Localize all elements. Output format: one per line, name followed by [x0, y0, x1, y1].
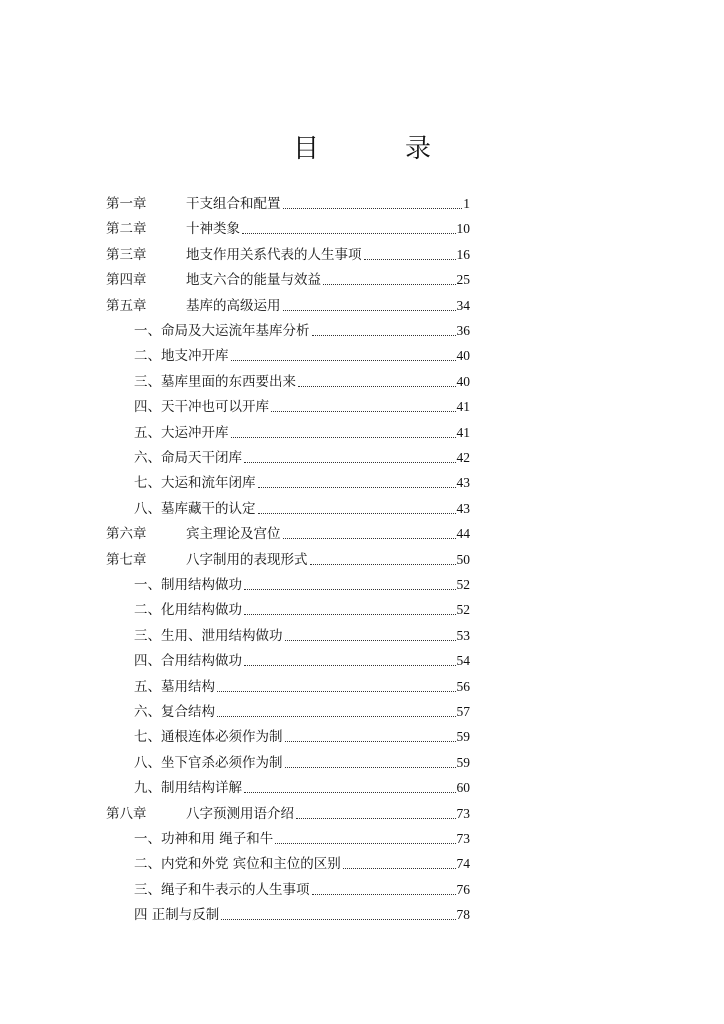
toc-entry-title: 一、命局及大运流年基库分析	[134, 323, 310, 339]
toc-entry-title: 八、墓库藏干的认定	[134, 500, 256, 517]
toc-dot-leader	[217, 691, 456, 692]
toc-page-number: 73	[456, 805, 470, 821]
toc-section-entry[interactable]	[106, 626, 470, 646]
toc-section-entry[interactable]	[106, 727, 470, 747]
toc-page-number: 76	[456, 881, 470, 897]
toc-dot-leader	[312, 894, 456, 895]
toc-section-entry[interactable]	[106, 880, 470, 900]
toc-page-number: 60	[456, 780, 470, 796]
toc-chapter-entry[interactable]	[106, 524, 470, 544]
toc-page-number: 59	[456, 754, 470, 770]
toc-page-number: 57	[456, 704, 470, 719]
toc-entry-title: 八字制用的表现形式	[186, 551, 308, 568]
toc-dot-leader	[244, 589, 456, 590]
toc-page-number: 1	[463, 196, 470, 211]
toc-page-number: 40	[456, 348, 470, 364]
toc-dot-leader	[283, 538, 456, 539]
toc-page-number: 50	[456, 551, 470, 567]
toc-section-entry[interactable]	[106, 677, 470, 697]
toc-dot-leader	[217, 716, 456, 717]
toc-entry-title: 六、复合结构	[134, 704, 215, 720]
toc-page-number: 56	[456, 678, 470, 694]
toc-page-number: 40	[456, 373, 470, 389]
toc-section-entry[interactable]	[106, 778, 470, 798]
toc-page-number: 34	[456, 297, 470, 313]
toc-dot-leader	[244, 792, 456, 793]
toc-page-number: 52	[456, 602, 470, 618]
toc-section-entry[interactable]	[106, 600, 470, 620]
toc-page-number: 41	[456, 399, 470, 415]
toc-dot-leader	[231, 437, 456, 438]
toc-dot-leader	[275, 843, 455, 844]
toc-page-number: 78	[456, 907, 470, 923]
toc-entry-title: 八、坐下官杀必须作为制	[134, 754, 283, 771]
toc-entry-title: 八字预测用语介绍	[186, 805, 294, 822]
toc-chapter-entry[interactable]	[106, 219, 470, 239]
toc-dot-leader	[244, 614, 456, 615]
toc-section-entry[interactable]	[106, 829, 470, 849]
toc-entry-title: 基库的高级运用	[186, 297, 281, 314]
toc-entry-title: 五、大运冲开库	[134, 424, 229, 441]
toc-dot-leader	[285, 640, 456, 641]
toc-section-entry[interactable]	[106, 753, 470, 773]
toc-page-number: 44	[456, 526, 470, 542]
toc-section-entry[interactable]	[106, 575, 470, 595]
toc-entry-title: 二、地支冲开库	[134, 348, 229, 365]
toc-section-entry[interactable]	[106, 423, 470, 443]
toc-entry-title: 六、命局天干闭库	[134, 450, 242, 466]
toc-entry-title: 三、墓库里面的东西要出来	[134, 373, 296, 390]
toc-chapter-entry[interactable]	[106, 194, 470, 214]
toc-entry-title: 四、天干冲也可以开库	[134, 399, 269, 416]
toc-page-number: 52	[456, 577, 470, 592]
toc-page-number: 41	[456, 424, 470, 440]
toc-dot-leader	[258, 513, 456, 514]
toc-entry-title: 地支六合的能量与效益	[186, 272, 321, 289]
toc-dot-leader	[242, 233, 456, 234]
toc-page-number: 43	[456, 475, 470, 491]
toc-section-entry[interactable]	[106, 372, 470, 392]
toc-chapter-number: 第六章	[106, 526, 147, 543]
toc-page-number: 42	[456, 450, 470, 465]
toc-section-entry[interactable]	[106, 854, 470, 874]
toc-chapter-entry[interactable]	[106, 296, 470, 316]
toc-page-number: 25	[456, 272, 470, 288]
toc-page-number: 73	[456, 831, 470, 846]
toc-dot-leader	[283, 208, 463, 209]
toc-chapter-number: 第七章	[106, 551, 147, 568]
toc-dot-leader	[285, 767, 456, 768]
toc-entry-title: 三、绳子和牛表示的人生事项	[134, 881, 310, 898]
toc-section-entry[interactable]	[106, 448, 470, 468]
toc-section-entry[interactable]	[106, 651, 470, 671]
toc-page-number: 59	[456, 729, 470, 745]
toc-entry-title: 一、制用结构做功	[134, 577, 242, 593]
toc-page-number: 54	[456, 653, 470, 669]
toc-section-entry[interactable]	[106, 473, 470, 493]
toc-page-number: 43	[456, 500, 470, 516]
toc-page-number: 10	[456, 221, 470, 237]
toc-page-number: 16	[456, 246, 470, 262]
toc-entry-title: 地支作用关系代表的人生事项	[186, 246, 362, 263]
toc-chapter-number: 第三章	[106, 246, 147, 263]
toc-section-entry[interactable]	[106, 499, 470, 519]
toc-dot-leader	[221, 919, 455, 920]
toc-chapter-number: 第二章	[106, 221, 147, 238]
toc-entry-title: 十神类象	[186, 221, 240, 238]
toc-chapter-number: 第八章	[106, 805, 147, 822]
toc-entry-title: 九、制用结构详解	[134, 780, 242, 797]
toc-section-entry[interactable]	[106, 702, 470, 722]
toc-dot-leader	[343, 868, 456, 869]
toc-entry-title: 二、化用结构做功	[134, 602, 242, 619]
toc-section-entry[interactable]	[106, 321, 470, 341]
toc-dot-leader	[298, 386, 456, 387]
toc-dot-leader	[323, 284, 456, 285]
toc-dot-leader	[244, 462, 456, 463]
toc-dot-leader	[283, 310, 456, 311]
toc-chapter-number: 第五章	[106, 297, 147, 314]
toc-chapter-entry[interactable]	[106, 804, 470, 824]
toc-entry-title: 宾主理论及宫位	[186, 526, 281, 543]
toc-section-entry[interactable]	[106, 397, 470, 417]
toc-entry-title: 三、生用、泄用结构做功	[134, 627, 283, 644]
toc-entry-title: 七、大运和流年闭库	[134, 475, 256, 492]
toc-section-entry[interactable]	[106, 905, 470, 925]
page-title: 目 录	[292, 134, 461, 164]
toc-page-number: 53	[456, 627, 470, 643]
toc-entry-title: 四、合用结构做功	[134, 653, 242, 670]
toc-page-number: 74	[456, 856, 470, 872]
toc-chapter-entry[interactable]	[106, 245, 470, 265]
toc-dot-leader	[244, 665, 456, 666]
toc-dot-leader	[258, 487, 456, 488]
toc-dot-leader	[364, 259, 456, 260]
toc-chapter-entry[interactable]	[106, 270, 470, 290]
toc-dot-leader	[296, 818, 456, 819]
toc-entry-title: 四 正制与反制	[134, 907, 220, 924]
toc-chapter-entry[interactable]	[106, 550, 470, 570]
toc-chapter-number: 第四章	[106, 272, 147, 289]
toc-entry-title: 一、功神和用 绳子和牛	[134, 831, 274, 847]
toc-dot-leader	[312, 335, 456, 336]
toc-entry-title: 七、通根连体必须作为制	[134, 729, 283, 746]
toc-dot-leader	[310, 564, 456, 565]
toc-section-entry[interactable]	[106, 346, 470, 366]
toc-entry-title: 干支组合和配置	[186, 196, 281, 212]
toc-page-number: 36	[456, 323, 470, 338]
toc-dot-leader	[231, 360, 456, 361]
toc-dot-leader	[271, 411, 456, 412]
toc-dot-leader	[285, 741, 456, 742]
toc-chapter-number: 第一章	[106, 196, 147, 212]
toc-entry-title: 五、墓用结构	[134, 678, 215, 695]
toc-entry-title: 二、内党和外党 宾位和主位的区别	[134, 856, 341, 873]
